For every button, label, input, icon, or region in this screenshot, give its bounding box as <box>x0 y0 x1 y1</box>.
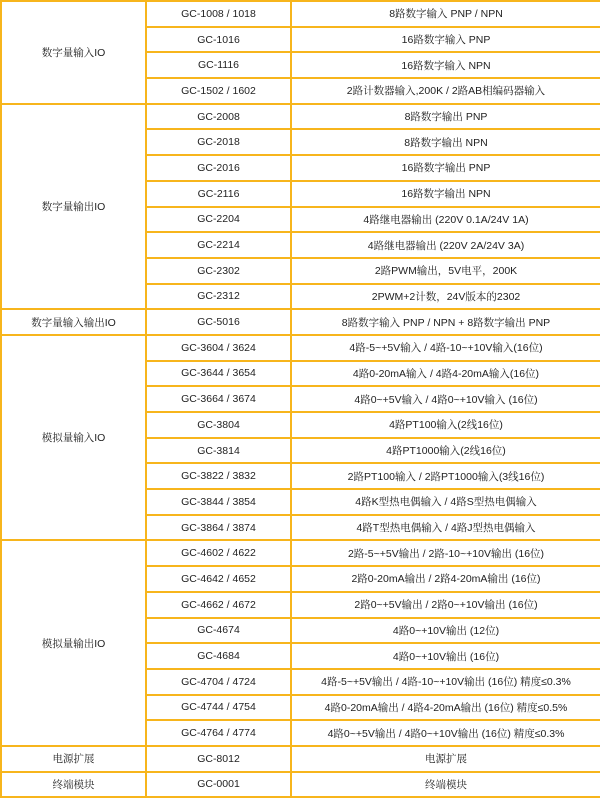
description-cell: 2路-5~+5V输出 / 2路-10~+10V输出 (16位) <box>291 540 600 566</box>
description-cell: 8路数字输出 PNP <box>291 104 600 130</box>
description-cell: 4路0~+10V输出 (12位) <box>291 618 600 644</box>
model-cell: GC-4674 <box>146 618 291 644</box>
model-cell: GC-4744 / 4754 <box>146 695 291 721</box>
description-cell: 16路数字输入 PNP <box>291 27 600 53</box>
category-cell: 模拟量输入IO <box>1 335 146 541</box>
description-cell: 4路继电器输出 (220V 0.1A/24V 1A) <box>291 207 600 233</box>
category-cell: 电源扩展 <box>1 746 146 772</box>
model-cell: GC-0001 <box>146 772 291 798</box>
model-cell: GC-3822 / 3832 <box>146 463 291 489</box>
model-cell: GC-2302 <box>146 258 291 284</box>
description-cell: 4路PT100输入(2线16位) <box>291 412 600 438</box>
description-cell: 8路数字输入 PNP / NPN + 8路数字输出 PNP <box>291 309 600 335</box>
description-cell: 2路PWM输出，5V电平，200K <box>291 258 600 284</box>
description-cell: 终端模块 <box>291 772 600 798</box>
table-row <box>1 540 600 566</box>
model-cell: GC-4704 / 4724 <box>146 669 291 695</box>
model-cell: GC-8012 <box>146 746 291 772</box>
model-cell: GC-2018 <box>146 129 291 155</box>
model-cell: GC-1008 / 1018 <box>146 1 291 27</box>
description-cell: 4路-5~+5V输入 / 4路-10~+10V输入(16位) <box>291 335 600 361</box>
model-cell: GC-2116 <box>146 181 291 207</box>
model-cell: GC-4764 / 4774 <box>146 720 291 746</box>
description-cell: 4路0~+5V输入 / 4路0~+10V输入 (16位) <box>291 386 600 412</box>
table-row <box>1 746 600 772</box>
model-cell: GC-2312 <box>146 284 291 310</box>
description-cell: 8路数字输入 PNP / NPN <box>291 1 600 27</box>
description-cell: 4路0~+5V输出 / 4路0~+10V输出 (16位) 精度≤0.3% <box>291 720 600 746</box>
description-cell: 4路T型热电偶输入 / 4路J型热电偶输入 <box>291 515 600 541</box>
category-cell: 终端模块 <box>1 772 146 798</box>
category-cell: 数字量输入输出IO <box>1 309 146 335</box>
description-cell: 4路0~+10V输出 (16位) <box>291 643 600 669</box>
table-row <box>1 772 600 798</box>
io-module-table-body <box>1 1 600 797</box>
description-cell: 8路数字输出 NPN <box>291 129 600 155</box>
model-cell: GC-3664 / 3674 <box>146 386 291 412</box>
category-cell: 数字量输入IO <box>1 1 146 104</box>
description-cell: 2PWM+2计数，24V版本的2302 <box>291 284 600 310</box>
model-cell: GC-4684 <box>146 643 291 669</box>
description-cell: 4路0-20mA输入 / 4路4-20mA输入(16位) <box>291 361 600 387</box>
description-cell: 2路0-20mA输出 / 2路4-20mA输出 (16位) <box>291 566 600 592</box>
model-cell: GC-3814 <box>146 438 291 464</box>
description-cell: 16路数字输入 NPN <box>291 52 600 78</box>
table-row <box>1 335 600 361</box>
description-cell: 16路数字输出 PNP <box>291 155 600 181</box>
model-cell: GC-3804 <box>146 412 291 438</box>
description-cell: 2路0~+5V输出 / 2路0~+10V输出 (16位) <box>291 592 600 618</box>
model-cell: GC-3604 / 3624 <box>146 335 291 361</box>
description-cell: 4路0-20mA输出 / 4路4-20mA输出 (16位) 精度≤0.5% <box>291 695 600 721</box>
model-cell: GC-3864 / 3874 <box>146 515 291 541</box>
model-cell: GC-4602 / 4622 <box>146 540 291 566</box>
table-row <box>1 309 600 335</box>
description-cell: 4路继电器输出 (220V 2A/24V 3A) <box>291 232 600 258</box>
description-cell: 4路K型热电偶输入 / 4路S型热电偶输入 <box>291 489 600 515</box>
category-cell: 模拟量输出IO <box>1 540 146 746</box>
description-cell: 4路-5~+5V输出 / 4路-10~+10V输出 (16位) 精度≤0.3% <box>291 669 600 695</box>
model-cell: GC-3644 / 3654 <box>146 361 291 387</box>
model-cell: GC-2204 <box>146 207 291 233</box>
model-cell: GC-2016 <box>146 155 291 181</box>
model-cell: GC-4662 / 4672 <box>146 592 291 618</box>
model-cell: GC-1016 <box>146 27 291 53</box>
description-cell: 2路计数器输入,200K / 2路AB相编码器输入 <box>291 78 600 104</box>
category-cell: 数字量输出IO <box>1 104 146 310</box>
model-cell: GC-3844 / 3854 <box>146 489 291 515</box>
model-cell: GC-5016 <box>146 309 291 335</box>
description-cell: 电源扩展 <box>291 746 600 772</box>
description-cell: 16路数字输出 NPN <box>291 181 600 207</box>
table-row <box>1 1 600 27</box>
model-cell: GC-1116 <box>146 52 291 78</box>
description-cell: 2路PT100输入 / 2路PT1000输入(3线16位) <box>291 463 600 489</box>
model-cell: GC-2214 <box>146 232 291 258</box>
model-cell: GC-4642 / 4652 <box>146 566 291 592</box>
model-cell: GC-1502 / 1602 <box>146 78 291 104</box>
model-cell: GC-2008 <box>146 104 291 130</box>
table-row <box>1 104 600 130</box>
description-cell: 4路PT1000输入(2线16位) <box>291 438 600 464</box>
